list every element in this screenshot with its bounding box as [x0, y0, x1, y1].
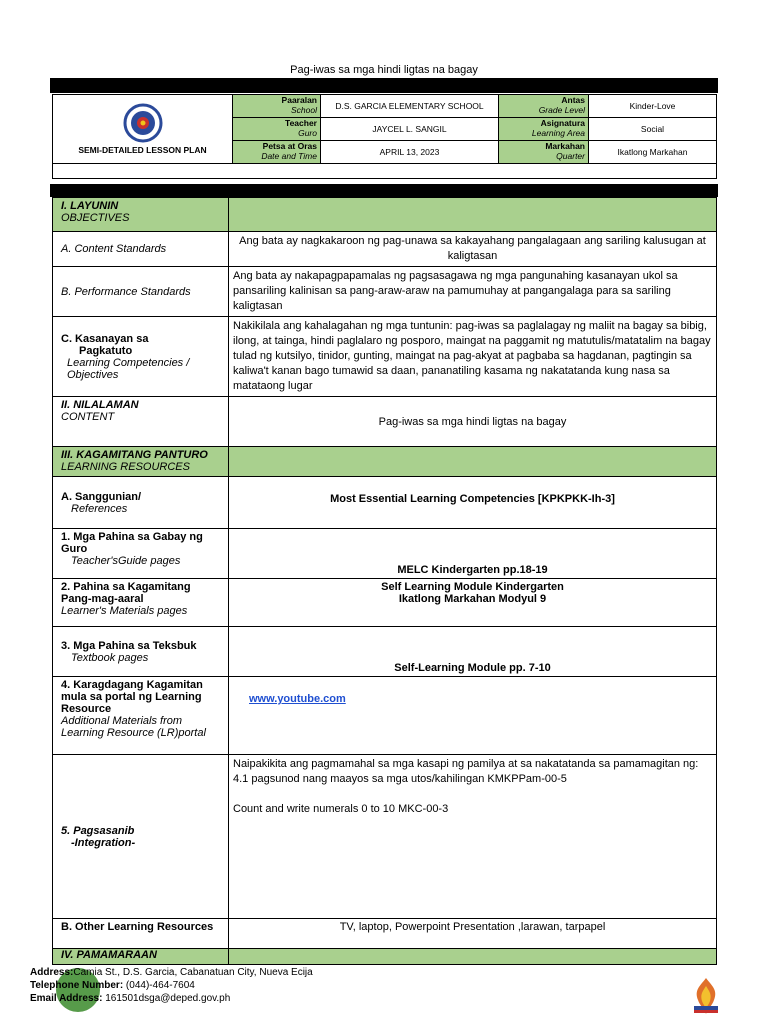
area-value: Social [589, 118, 717, 141]
content-standards-label: A. Content Standards [53, 232, 229, 267]
performance-standards-row [53, 267, 717, 317]
school-label: Paaralan School [233, 95, 321, 118]
school-value: D.S. GARCIA ELEMENTARY SCHOOL [321, 95, 499, 118]
document-title: Pag-iwas sa mga hindi ligtas na bagay [290, 64, 478, 76]
footer-contact: Address:Camia St., D.S. Garcia, Cabanatuan City, Nueva Ecija Telephone Number: (044)-464-7604 Email Address: 161501dsga@deped.gov.ph [30, 967, 313, 1004]
teachers-guide-row [53, 529, 717, 579]
deped-seal-icon [114, 103, 172, 143]
quarter-value: Ikatlong Markahan [589, 141, 717, 164]
other-resources-label: B. Other Learning Resources [53, 919, 229, 949]
procedure-section-row [53, 949, 717, 965]
lesson-plan-frame [50, 78, 718, 978]
competencies-text: Nakikilala ang kahalagahan ng mga tuntunin: pag-iwas sa paglalagay ng maliit na bagay sa bibig, ilong, at tainga, hindi paglalaro ng posporo, maingat na paggamit ng matutulis/matatalim na bagay tulad ng kutsilyo, tinidor, gunting, maingat na pag-akyat at pagbaba sa hagdanan, pagtingin sa kaliwa't kanan bago tumawid sa daan, pananatiling kasama ng nakatatanda kung nasa sa matataong lugar [229, 317, 717, 397]
textbook-text: Self-Learning Module pp. 7-10 [229, 627, 717, 677]
additional-materials-label: 4. Karagdagang Kagamitan mula sa portal ng Learning Resource Additional Materials from Learning Resource (LR)portal [53, 677, 229, 755]
objectives-fill [229, 198, 717, 232]
resources-section-row [53, 447, 717, 477]
procedure-fill [229, 949, 717, 965]
flame-emblem-icon [688, 976, 724, 1016]
grade-value: Kinder-Love [589, 95, 717, 118]
deped-logo-cell [53, 95, 233, 164]
plan-type-label: SEMI-DETAILED LESSON PLAN [78, 145, 207, 155]
competencies-row [53, 317, 717, 397]
date-value: APRIL 13, 2023 [321, 141, 499, 164]
references-row [53, 477, 717, 529]
objectives-title: I. LAYUNIN OBJECTIVES [53, 198, 229, 232]
teachers-guide-label: 1. Mga Pahina sa Gabay ng Guro Teacher'sGuide pages [53, 529, 229, 579]
learners-materials-text: Self Learning Module Kindergarten Ikatlong Markahan Modyul 9 [229, 579, 717, 627]
lesson-table [52, 197, 717, 965]
content-title: II. NILALAMAN CONTENT [53, 397, 229, 447]
other-resources-row [53, 919, 717, 949]
performance-standards-text: Ang bata ay nakapagpapamalas ng pagsasagawa ng mga pangunahing kasanayan ukol sa pansariling kalinisan sa pang-araw-araw na pamumuhay at pangangalaga para sa sariling kaligtasan [229, 267, 717, 317]
area-label: Asignatura Learning Area [499, 118, 589, 141]
integration-label: 5. Pagsasanib -Integration- [53, 755, 229, 919]
resources-fill [229, 447, 717, 477]
textbook-row [53, 627, 717, 677]
header-spacer-row [53, 164, 717, 179]
procedure-title: IV. PAMAMARAAN [53, 949, 229, 965]
top-black-bar [50, 78, 718, 93]
header-table [52, 94, 717, 179]
references-text: Most Essential Learning Competencies [KPKPKK-Ih-3] [229, 477, 717, 529]
resources-title: III. KAGAMITANG PANTURO LEARNING RESOURCES [53, 447, 229, 477]
textbook-label: 3. Mga Pahina sa Teksbuk Textbook pages [53, 627, 229, 677]
additional-materials-row [53, 677, 717, 755]
competencies-label: C. Kasanayan sa Pagkatuto Learning Competencies / Objectives [53, 317, 229, 397]
other-resources-text: TV, laptop, Powerpoint Presentation ,larawan, tarpapel [229, 919, 717, 949]
integration-text: Naipakikita ang pagmamahal sa mga kasapi ng pamilya at sa nakatatanda sa pamamagitan ng: 4.1 pagsunod nang maayos sa mga utos/kahilingan KMKPPam-00-5 Count and write numerals 0 to 10 MKC-00-3 [229, 755, 717, 919]
teachers-guide-text: MELC Kindergarten pp.18-19 [229, 529, 717, 579]
content-standards-text: Ang bata ay nagkakaroon ng pag-unawa sa kakayahang pangalagaan ang sariling kalusugan at kaligtasan [229, 232, 717, 267]
integration-row [53, 755, 717, 919]
learners-materials-label: 2. Pahina sa Kagamitang Pang-mag-aaral Learner's Materials pages [53, 579, 229, 627]
teacher-label: Teacher Guro [233, 118, 321, 141]
content-row [53, 397, 717, 447]
teacher-value: JAYCEL L. SANGIL [321, 118, 499, 141]
content-standards-row [53, 232, 717, 267]
additional-materials-cell [229, 677, 717, 755]
youtube-link[interactable]: www.youtube.com [249, 693, 346, 705]
grade-label: Antas Grade Level [499, 95, 589, 118]
performance-standards-label: B. Performance Standards [53, 267, 229, 317]
objectives-section-row [53, 198, 717, 232]
quarter-label: Markahan Quarter [499, 141, 589, 164]
date-label: Petsa at Oras Date and Time [233, 141, 321, 164]
references-label: A. Sanggunian/ References [53, 477, 229, 529]
content-text: Pag-iwas sa mga hindi ligtas na bagay [229, 397, 717, 447]
middle-black-bar [50, 184, 718, 197]
learners-materials-row [53, 579, 717, 627]
